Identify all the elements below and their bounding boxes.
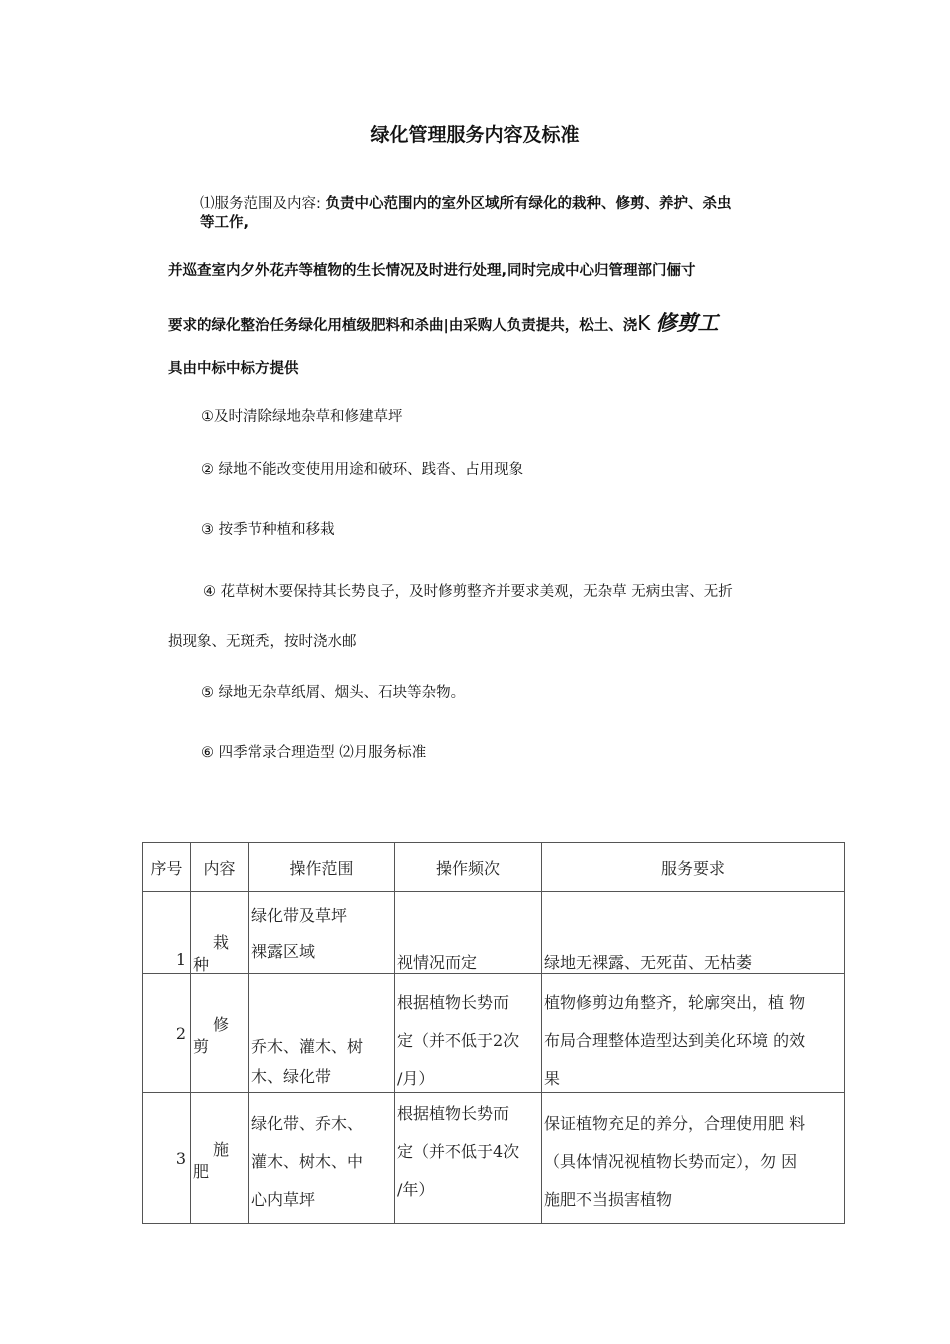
intro-line-1 — [200, 192, 732, 213]
intro-line-3 — [168, 307, 718, 337]
header-content: 内容 — [191, 843, 249, 892]
cell-scope: 绿化带及草坪 裸露区域 — [249, 892, 395, 974]
list-item-3: ③ 按季节种植和移栽 — [201, 522, 335, 538]
cell-frequency: 视情况而定 — [395, 892, 542, 974]
cell-scope: 乔木、灌木、树 木、绿化带 — [249, 974, 395, 1093]
cell-content: 施 肥 — [191, 1093, 249, 1224]
list-item-4: ④ 花草树木要保持其长势良子，及时修剪整齐并要求美观，无杂草 无病虫害、无折 — [203, 584, 733, 600]
header-requirement: 服务要求 — [542, 843, 845, 892]
intro-line-3-tail: 修剪工 — [655, 311, 719, 335]
list-item-5: ⑤ 绿地无杂草纸屑、烟头、石块等杂物。 — [201, 685, 466, 701]
cell-content: 栽 种 — [191, 892, 249, 974]
intro-text: 负责中心范围内的室外区域所有绿化的栽种、修剪、养护、杀虫 — [325, 196, 732, 212]
table-row — [143, 892, 845, 974]
list-item-6: ⑥ 四季常录合理造型 ⑵月服务标准 — [201, 745, 427, 761]
table-header-row — [143, 843, 845, 892]
cell-requirement: 保证植物充足的养分，合理使用肥 料 （具体情况视植物长势而定），勿 因 施肥不当损害植物 — [542, 1093, 845, 1224]
intro-line-1-cont: 等工作, — [200, 215, 250, 231]
intro-line-3-k: K — [637, 311, 651, 335]
header-scope: 操作范围 — [249, 843, 395, 892]
cell-no: 1 — [143, 892, 191, 974]
list-item-1: ①及时清除绿地杂草和修建草坪 — [201, 409, 403, 425]
cell-no: 3 — [143, 1093, 191, 1224]
list-item-2: ② 绿地不能改变使用用途和破环、践沓、占用现象 — [201, 462, 524, 478]
service-table — [142, 842, 845, 1224]
table-row — [143, 1093, 845, 1224]
cell-no: 2 — [143, 974, 191, 1093]
intro-label: ⑴服务范围及内容: — [200, 196, 321, 212]
cell-scope: 绿化带、乔木、 灌木、树木、中 心内草坪 — [249, 1093, 395, 1224]
cell-requirement: 植物修剪边角整齐，轮廓突出，植 物 布局合理整体造型达到美化环境 的效 果 — [542, 974, 845, 1093]
cell-frequency: 根据植物长势而 定（并不低于4次 /年） — [395, 1093, 542, 1224]
intro-line-2: 并巡查室内夕外花卉等植物的生长情况及时进行处理,同时完成中心归管理部门俪寸 — [168, 263, 696, 279]
page-title: 绿化管理服务内容及标准 — [370, 124, 580, 146]
table-row — [143, 974, 845, 1093]
cell-frequency: 根据植物长势而 定（并不低于2次 /月） — [395, 974, 542, 1093]
header-no: 序号 — [143, 843, 191, 892]
intro-line-3-text: 要求的绿化整治任务绿化用植级肥料和杀曲|由采购人负责提共，松土、浇 — [168, 318, 638, 334]
intro-line-4: 具由中标中标方提供 — [168, 361, 299, 377]
cell-requirement: 绿地无裸露、无死苗、无枯萎 — [542, 892, 845, 974]
header-frequency: 操作频次 — [395, 843, 542, 892]
cell-content: 修 剪 — [191, 974, 249, 1093]
list-item-4-cont: 损现象、无斑秃，按时浇水邮 — [168, 634, 357, 650]
